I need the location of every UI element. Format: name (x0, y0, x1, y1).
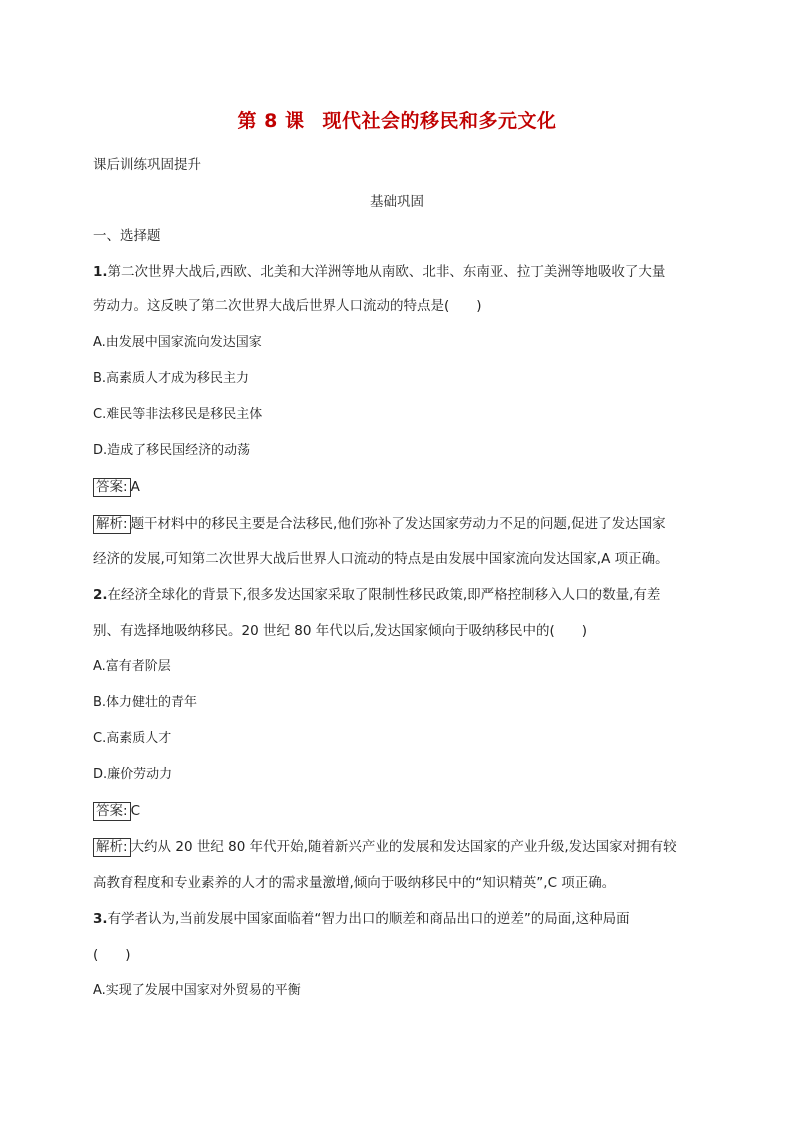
analysis-label: 解析: (93, 838, 131, 857)
question-2-stem-cont: 别、有选择地吸纳移民。20 世纪 80 年代以后,发达国家倾向于吸纳移民中的( ) (93, 623, 588, 639)
q2-option-b: B.体力健壮的青年 (93, 695, 198, 710)
question-1-stem: 1.第二次世界大战后,西欧、北美和大洋洲等地从南欧、北非、东南亚、拉丁美洲等地吸收了大量 (93, 264, 666, 280)
q2-option-d: D.廉价劳动力 (93, 767, 173, 782)
q2-answer (93, 801, 140, 821)
answer-value: C (130, 803, 140, 819)
q1-analysis-cont: 经济的发展,可知第二次世界大战后世界人口流动的特点是由发展中国家流向发达国家,A 项正确。 (93, 551, 669, 567)
answer-label: 答案: (93, 478, 131, 497)
q2-analysis: 解析: 大约从 20 世纪 80 年代开始,随着新兴产业的发展和发达国家的产业升级,发达国家对拥有较 (93, 837, 677, 857)
question-3-stem: 3.有学者认为,当前发展中国家面临着“智力出口的顺差和商品出口的逆差”的局面,这种局面 (93, 911, 630, 927)
answer-label: 答案: (93, 802, 131, 821)
analysis-label: 解析: (93, 515, 131, 534)
q1-option-a: A.由发展中国家流向发达国家 (93, 335, 262, 350)
lesson-number: 第 8 课 (237, 110, 305, 132)
section-heading: 基础巩固 (370, 194, 424, 210)
q1-option-b: B.高素质人才成为移民主力 (93, 371, 250, 386)
answer-value: A (130, 479, 140, 495)
q1-option-c: C.难民等非法移民是移民主体 (93, 407, 263, 422)
q1-analysis: 解析: 题干材料中的移民主要是合法移民,他们弥补了发达国家劳动力不足的问题,促进了发达国家 (93, 514, 666, 534)
question-number: 1. (93, 264, 108, 280)
subtitle: 课后训练巩固提升 (93, 157, 201, 173)
lesson-name: 现代社会的移民和多元文化 (322, 110, 557, 132)
page-title (0, 106, 794, 133)
question-1-stem-cont: 劳动力。这反映了第二次世界大战后世界人口流动的特点是( ) (93, 298, 482, 314)
q2-option-c: C.高素质人才 (93, 731, 172, 746)
question-2-stem: 2.在经济全球化的背景下,很多发达国家采取了限制性移民政策,即严格控制移入人口的数量,有差 (93, 587, 661, 603)
q1-answer (93, 477, 140, 497)
q1-option-d: D.造成了移民国经济的动荡 (93, 443, 251, 458)
q2-option-a: A.富有者阶层 (93, 659, 171, 674)
q2-analysis-cont: 高教育程度和专业素养的人才的需求量激增,倾向于吸纳移民中的“知识精英”,C 项正确。 (93, 875, 616, 891)
question-3-stem-cont: ( ) (93, 947, 131, 963)
question-number: 2. (93, 587, 108, 603)
q3-option-a: A.实现了发展中国家对外贸易的平衡 (93, 983, 301, 998)
part-heading: 一、选择题 (93, 228, 161, 244)
question-number: 3. (93, 911, 108, 927)
